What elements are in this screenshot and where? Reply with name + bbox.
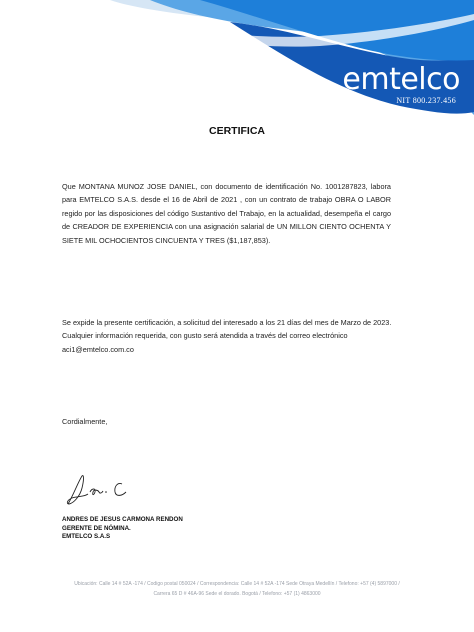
certification-paragraph: Que MONTANA MUNOZ JOSE DANIEL, con documento de identificación No. 1001287823, labora para EMTELCO S.A.S. desde el 16 de Abril de 2021 , con un contrato de trabajo OBRA O LABOR regido por las disposiciones del código Sustantivo del Trabajo, en la actualidad, desempeña el cargo de CREADOR DE EXPERIENCIA con una asignación salarial de UN MILLON CIENTO OCHENTA Y SIETE MIL OCHOCIENTOS CINCUENTA Y TRES ($1,187,853). — [62, 182, 391, 245]
footer-line-1: Ubicación: Calle 14 # 52A -174 / Codigo postal 050024 / Correspondencia: Calle 14 # 52A -174 Sede Otraya Medellín / Telefono: +57 (4) 5897000 / — [74, 581, 400, 587]
document-title: CERTIFICA — [209, 125, 265, 137]
signer-role: GERENTE DE NÓMINA. — [62, 524, 131, 532]
issuance-paragraph: Se expide la presente certificación, a solicitud del interesado a los 21 días del mes de Marzo de 2023. Cualquier información requerida, con gusto será atendida a través del correo electrónico aci1@emtelco.com.co — [62, 318, 392, 354]
signer-company: EMTELCO S.A.S — [62, 533, 111, 541]
footer-address — [40, 579, 434, 599]
handwritten-signature — [60, 470, 140, 510]
footer-line-2: Carrera 65 D # 46A-96 Sede el dorado. Bogotá / Telefono: +57 (1) 4863000 — [153, 591, 321, 597]
nit-number: NIT 800.237.456 — [396, 96, 456, 105]
signer-block — [62, 516, 183, 542]
emtelco-logo: emtelco — [342, 62, 460, 97]
signer-name: ANDRES DE JESUS CARMONA RENDON — [62, 516, 183, 523]
closing-salutation: Cordialmente, — [62, 417, 108, 426]
